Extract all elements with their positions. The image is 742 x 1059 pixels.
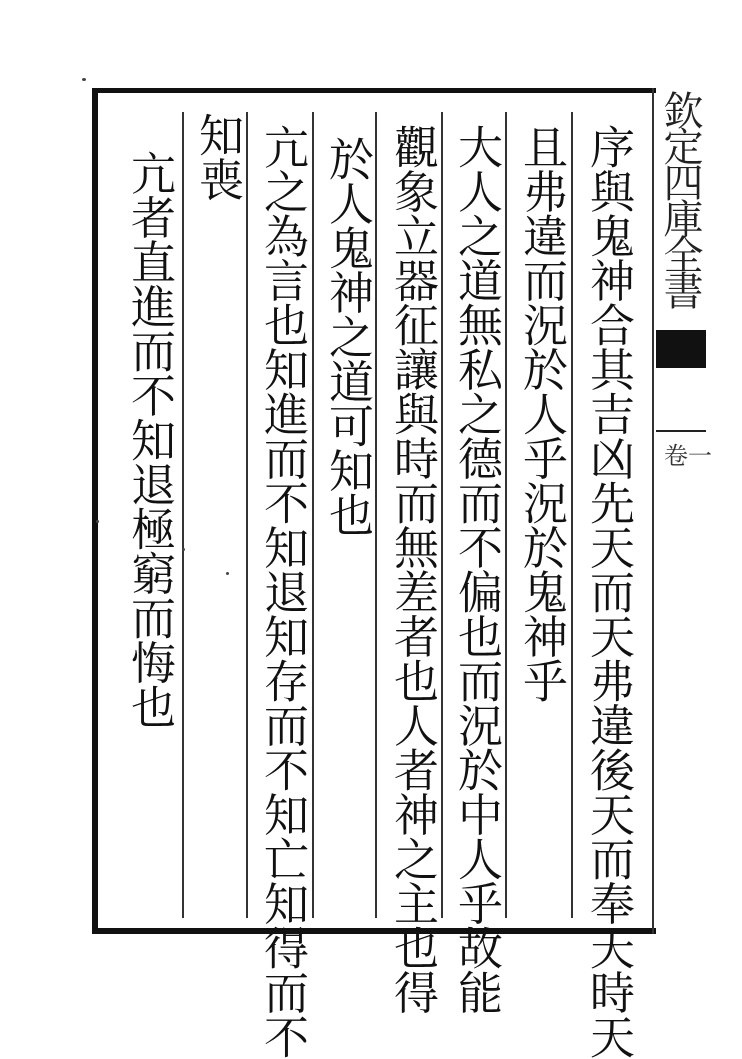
scan-speck (182, 548, 185, 551)
text-column-6: 亢之為言也知進而不知退知存而不知亡知得而不 (256, 124, 309, 1059)
text-column-3: 大人之道無私之德而不偏也而況於中人乎故能 (450, 124, 503, 1014)
text-column-8: 亢者直進而不知退極窮而悔也 (123, 150, 176, 729)
column-rule (441, 112, 443, 918)
margin-chapter-mark: 卷一 (664, 442, 712, 470)
fish-tail-mark (656, 330, 706, 368)
page-edge (652, 88, 654, 934)
margin-book-title: 欽定四庫全書 (657, 90, 703, 306)
column-rule (375, 112, 377, 918)
scan-speck (96, 520, 99, 523)
text-column-1: 序與鬼神合其吉凶先天而天弗違後天而奉天時天 (582, 124, 635, 1059)
text-column-2: 且弗違而況於人乎況於鬼神乎 (515, 124, 568, 703)
column-rule (505, 112, 507, 918)
column-rule (246, 112, 248, 918)
text-column-7: 知喪 (191, 112, 244, 201)
column-rule (571, 112, 573, 918)
fish-tail-line (656, 430, 706, 432)
text-column-5: 於人鬼神之道可知也 (321, 136, 374, 537)
text-column-4: 觀象立器征讓與時而無差者也人者神之主也得 (386, 124, 439, 1014)
column-rule (182, 112, 184, 918)
scan-speck (226, 572, 229, 575)
column-rule (312, 112, 314, 918)
scan-speck (82, 78, 86, 81)
